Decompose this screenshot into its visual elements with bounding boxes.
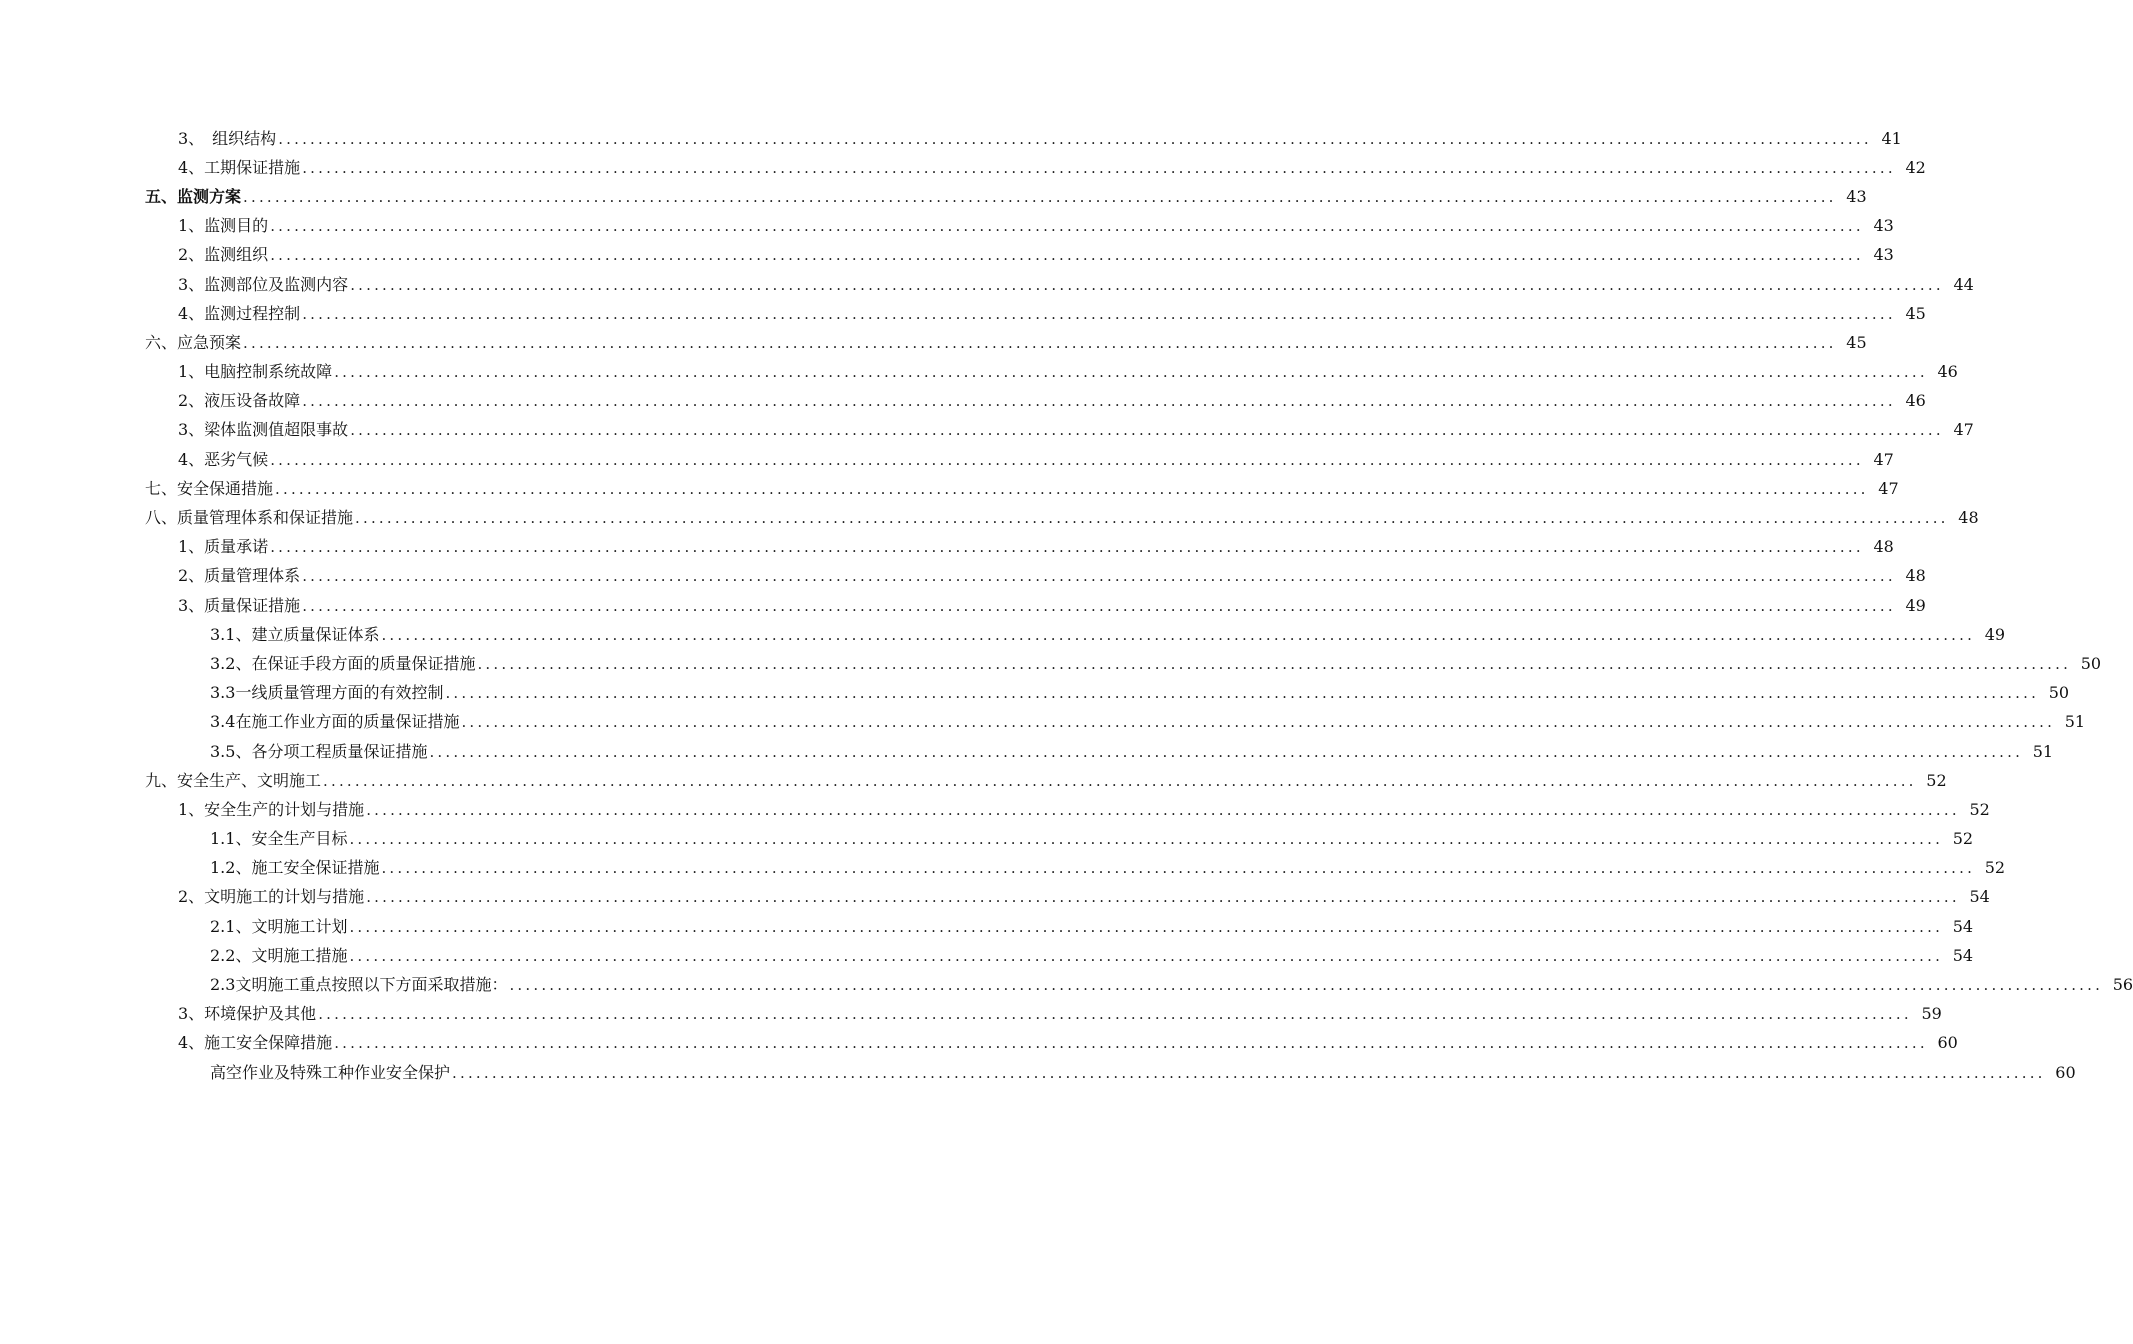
toc-entry-title: 1、监测目的	[178, 216, 269, 236]
toc-entry[interactable]	[0, 912, 1974, 941]
toc-dot-leader: ........................................................................................................................................................................................................	[366, 800, 1960, 819]
toc-dot-leader: ........................................................................................................................................................................................................	[349, 946, 1944, 965]
toc-dot-leader: ........................................................................................................................................................................................................	[452, 1063, 2046, 1082]
toc-entry-title: 3、环境保护及其他	[178, 1004, 317, 1024]
toc-entry[interactable]	[0, 1000, 1942, 1029]
toc-entry-line	[210, 741, 2054, 762]
toc-entry-line	[178, 157, 1926, 178]
toc-entry[interactable]	[0, 124, 1902, 153]
toc-entry[interactable]	[0, 620, 2006, 649]
toc-entry-page-number: 51	[2064, 712, 2086, 732]
toc-entry-line	[210, 712, 2086, 732]
toc-dot-leader: ........................................................................................................................................................................................................	[323, 771, 1917, 790]
toc-entry[interactable]	[0, 825, 1974, 854]
toc-entry-line	[210, 624, 2006, 645]
toc-entry-title: 2、液压设备故障	[178, 391, 301, 411]
toc-entry-title: 2、质量管理体系	[178, 566, 301, 586]
toc-entry-line	[178, 216, 1894, 236]
toc-dot-leader: ........................................................................................................................................................................................................	[270, 538, 1864, 557]
toc-entry-page-number: 52	[1952, 829, 1974, 849]
toc-entry[interactable]	[0, 212, 1894, 241]
toc-entry-line	[178, 449, 1894, 470]
toc-entry[interactable]	[0, 737, 2054, 766]
toc-entry-line	[178, 303, 1926, 324]
toc-entry-line	[145, 508, 1979, 528]
toc-entry[interactable]	[0, 591, 1926, 620]
toc-entry-line	[210, 683, 2070, 703]
toc-dot-leader: ........................................................................................................................................................................................................	[318, 1005, 1912, 1024]
toc-dot-leader: ........................................................................................................................................................................................................	[334, 1034, 1928, 1053]
toc-entry-page-number: 47	[1873, 449, 1894, 469]
toc-entry[interactable]	[0, 358, 1958, 387]
toc-entry-line	[178, 420, 1974, 440]
toc-dot-leader: ........................................................................................................................................................................................................	[366, 888, 1960, 907]
toc-entry-line	[145, 332, 1867, 353]
toc-entry-title: 1、安全生产的计划与措施	[178, 799, 365, 819]
toc-entry-line	[210, 829, 1974, 849]
toc-dot-leader: ........................................................................................................................................................................................................	[270, 450, 1864, 469]
toc-entry-page-number: 50	[2080, 653, 2102, 673]
toc-entry[interactable]	[0, 649, 2102, 678]
toc-entry[interactable]	[0, 153, 1926, 182]
toc-dot-leader: ........................................................................................................................................................................................................	[270, 217, 1864, 236]
toc-dot-leader: ........................................................................................................................................................................................................	[350, 421, 1944, 440]
toc-entry-page-number: 54	[1952, 916, 1974, 936]
toc-dot-leader: ........................................................................................................................................................................................................	[278, 129, 1872, 148]
toc-entry-title: 3、梁体监测值超限事故	[178, 420, 349, 440]
toc-entry-line	[210, 1062, 2076, 1083]
toc-dot-leader: ........................................................................................................................................................................................................	[355, 509, 1949, 528]
toc-entry-page-number: 45	[1905, 303, 1926, 323]
toc-dot-leader: ........................................................................................................................................................................................................	[334, 363, 1928, 382]
toc-entry-title: 3、 组织结构	[178, 128, 277, 148]
toc-entry-title: 4、监测过程控制	[178, 303, 301, 323]
toc-entry-line	[178, 274, 1974, 295]
toc-entry-title: 4、工期保证措施	[178, 157, 301, 177]
toc-dot-leader: ........................................................................................................................................................................................................	[350, 275, 1944, 294]
toc-entry-title: 2.1、文明施工计划	[210, 916, 348, 936]
toc-dot-leader: ........................................................................................................................................................................................................	[270, 246, 1864, 265]
toc-entry-title: 3.3一线质量管理方面的有效控制	[210, 683, 444, 703]
toc-dot-leader: ........................................................................................................................................................................................................	[349, 917, 1944, 936]
toc-entry[interactable]	[0, 474, 1899, 503]
toc-entry-page-number: 43	[1873, 216, 1894, 236]
toc-entry-title: 2、监测组织	[178, 245, 269, 265]
toc-entry[interactable]	[0, 182, 1867, 211]
toc-entry-line	[178, 799, 1990, 820]
toc-entry-line	[210, 653, 2102, 674]
toc-entry-line	[178, 128, 1902, 149]
toc-entry-title: 1、电脑控制系统故障	[178, 362, 333, 382]
toc-entry-page-number: 47	[1878, 478, 1899, 498]
toc-entry[interactable]	[0, 562, 1926, 591]
toc-dot-leader: ........................................................................................................................................................................................................	[429, 742, 2024, 761]
toc-entry-page-number: 54	[1952, 945, 1974, 965]
toc-entry-title: 3.5、各分项工程质量保证措施	[210, 741, 428, 761]
toc-entry-line	[210, 858, 2006, 878]
toc-entry-line	[178, 537, 1894, 557]
toc-entry-title: 六、应急预案	[145, 332, 242, 352]
toc-entry-line	[178, 245, 1894, 265]
toc-entry-title: 2、文明施工的计划与措施	[178, 887, 365, 907]
toc-entry-line	[210, 975, 2133, 995]
toc-entry[interactable]	[0, 533, 1894, 562]
toc-entry-line	[178, 1004, 1942, 1024]
toc-entry[interactable]	[0, 503, 1979, 532]
toc-entry[interactable]	[0, 416, 1974, 445]
toc-entry-title: 2.2、文明施工措施	[210, 945, 348, 965]
toc-dot-leader: ........................................................................................................................................................................................................	[243, 187, 1837, 206]
toc-entry-title: 3.2、在保证手段方面的质量保证措施	[210, 653, 476, 673]
toc-entry-line	[145, 770, 1947, 791]
toc-entry-line	[178, 362, 1958, 382]
toc-entry-page-number: 49	[1984, 624, 2006, 644]
toc-entry[interactable]	[0, 766, 1947, 795]
toc-dot-leader: ........................................................................................................................................................................................................	[302, 304, 1896, 323]
toc-entry-page-number: 60	[2055, 1062, 2076, 1082]
toc-entry-page-number: 48	[1873, 537, 1894, 557]
toc-entry-page-number: 43	[1873, 245, 1894, 265]
toc-dot-leader: ........................................................................................................................................................................................................	[509, 976, 2104, 995]
toc-entry-title: 4、施工安全保障措施	[178, 1033, 333, 1053]
toc-entry-line	[178, 887, 1990, 907]
toc-entry[interactable]	[0, 970, 2133, 999]
toc-entry-title: 高空作业及特殊工种作业安全保护	[210, 1062, 451, 1082]
toc-entry-line	[178, 595, 1926, 616]
toc-entry-title: 1、质量承诺	[178, 537, 269, 557]
toc-entry-page-number: 60	[1937, 1033, 1958, 1053]
toc-dot-leader: ........................................................................................................................................................................................................	[445, 684, 2040, 703]
toc-entry-page-number: 42	[1905, 157, 1926, 177]
toc-entry-page-number: 41	[1881, 128, 1902, 148]
toc-entry-line	[145, 186, 1867, 207]
toc-entry-page-number: 59	[1921, 1004, 1942, 1024]
toc-entry-page-number: 46	[1937, 362, 1958, 382]
toc-dot-leader: ........................................................................................................................................................................................................	[302, 596, 1896, 615]
toc-entry-page-number: 44	[1953, 274, 1974, 294]
toc-entry-title: 九、安全生产、文明施工	[145, 770, 322, 790]
toc-entry-title: 3、监测部位及监测内容	[178, 274, 349, 294]
toc-dot-leader: ........................................................................................................................................................................................................	[349, 830, 1944, 849]
toc-entry-page-number: 56	[2112, 975, 2133, 995]
toc-dot-leader: ........................................................................................................................................................................................................	[477, 654, 2072, 673]
toc-entry-title: 3.4在施工作业方面的质量保证措施	[210, 712, 460, 732]
toc-entry[interactable]	[0, 1058, 2076, 1087]
toc-entry[interactable]	[0, 299, 1926, 328]
toc-entry-title: 1.1、安全生产目标	[210, 829, 348, 849]
toc-dot-leader: ........................................................................................................................................................................................................	[302, 158, 1896, 177]
toc-dot-leader: ........................................................................................................................................................................................................	[243, 333, 1837, 352]
toc-entry-title: 2.3文明施工重点按照以下方面采取措施：	[210, 975, 508, 995]
toc-entry-page-number: 51	[2032, 741, 2054, 761]
toc-entry-title: 4、恶劣气候	[178, 449, 269, 469]
toc-dot-leader: ........................................................................................................................................................................................................	[381, 859, 1976, 878]
toc-entry-page-number: 48	[1958, 508, 1979, 528]
toc-entry-title: 五、监测方案	[145, 186, 242, 206]
toc-entry-page-number: 54	[1969, 887, 1990, 907]
toc-entry-title: 八、质量管理体系和保证措施	[145, 508, 354, 528]
toc-entry-page-number: 52	[1926, 770, 1947, 790]
toc-entry-page-number: 43	[1846, 186, 1867, 206]
toc-entry-page-number: 48	[1905, 566, 1926, 586]
toc-entry-page-number: 50	[2048, 683, 2070, 703]
toc-entry-line	[178, 566, 1926, 586]
toc-entry[interactable]	[0, 270, 1974, 299]
toc-entry-page-number: 45	[1846, 332, 1867, 352]
toc-entry-page-number: 49	[1905, 595, 1926, 615]
toc-entry-title: 七、安全保通措施	[145, 478, 274, 498]
toc-entry[interactable]	[0, 1029, 1958, 1058]
toc-entry-page-number: 47	[1953, 420, 1974, 440]
toc-entry-line	[178, 391, 1926, 411]
toc-entry[interactable]	[0, 387, 1926, 416]
toc-entry[interactable]	[0, 328, 1867, 357]
toc-dot-leader: ........................................................................................................................................................................................................	[302, 392, 1896, 411]
toc-entry-line	[210, 916, 1974, 937]
toc-entry[interactable]	[0, 795, 1990, 824]
toc-entry-line	[210, 945, 1974, 966]
toc-dot-leader: ........................................................................................................................................................................................................	[381, 625, 1976, 644]
toc-entry-page-number: 52	[1984, 858, 2006, 878]
toc-dot-leader: ........................................................................................................................................................................................................	[275, 479, 1869, 498]
toc-entry-page-number: 46	[1905, 391, 1926, 411]
toc-entry[interactable]	[0, 708, 2086, 737]
toc-entry[interactable]	[0, 883, 1990, 912]
toc-entry[interactable]	[0, 241, 1894, 270]
toc-entry[interactable]	[0, 679, 2070, 708]
toc-entry-line	[178, 1033, 1958, 1053]
toc-entry[interactable]	[0, 854, 2006, 883]
toc-entry[interactable]	[0, 445, 1894, 474]
toc-entry-line	[145, 478, 1899, 499]
toc-entry-title: 3、质量保证措施	[178, 595, 301, 615]
toc-dot-leader: ........................................................................................................................................................................................................	[461, 713, 2056, 732]
table-of-contents	[0, 124, 2133, 1087]
toc-entry-page-number: 52	[1969, 799, 1990, 819]
toc-entry-title: 1.2、施工安全保证措施	[210, 858, 380, 878]
toc-entry[interactable]	[0, 941, 1974, 970]
toc-dot-leader: ........................................................................................................................................................................................................	[302, 567, 1896, 586]
toc-entry-title: 3.1、建立质量保证体系	[210, 624, 380, 644]
